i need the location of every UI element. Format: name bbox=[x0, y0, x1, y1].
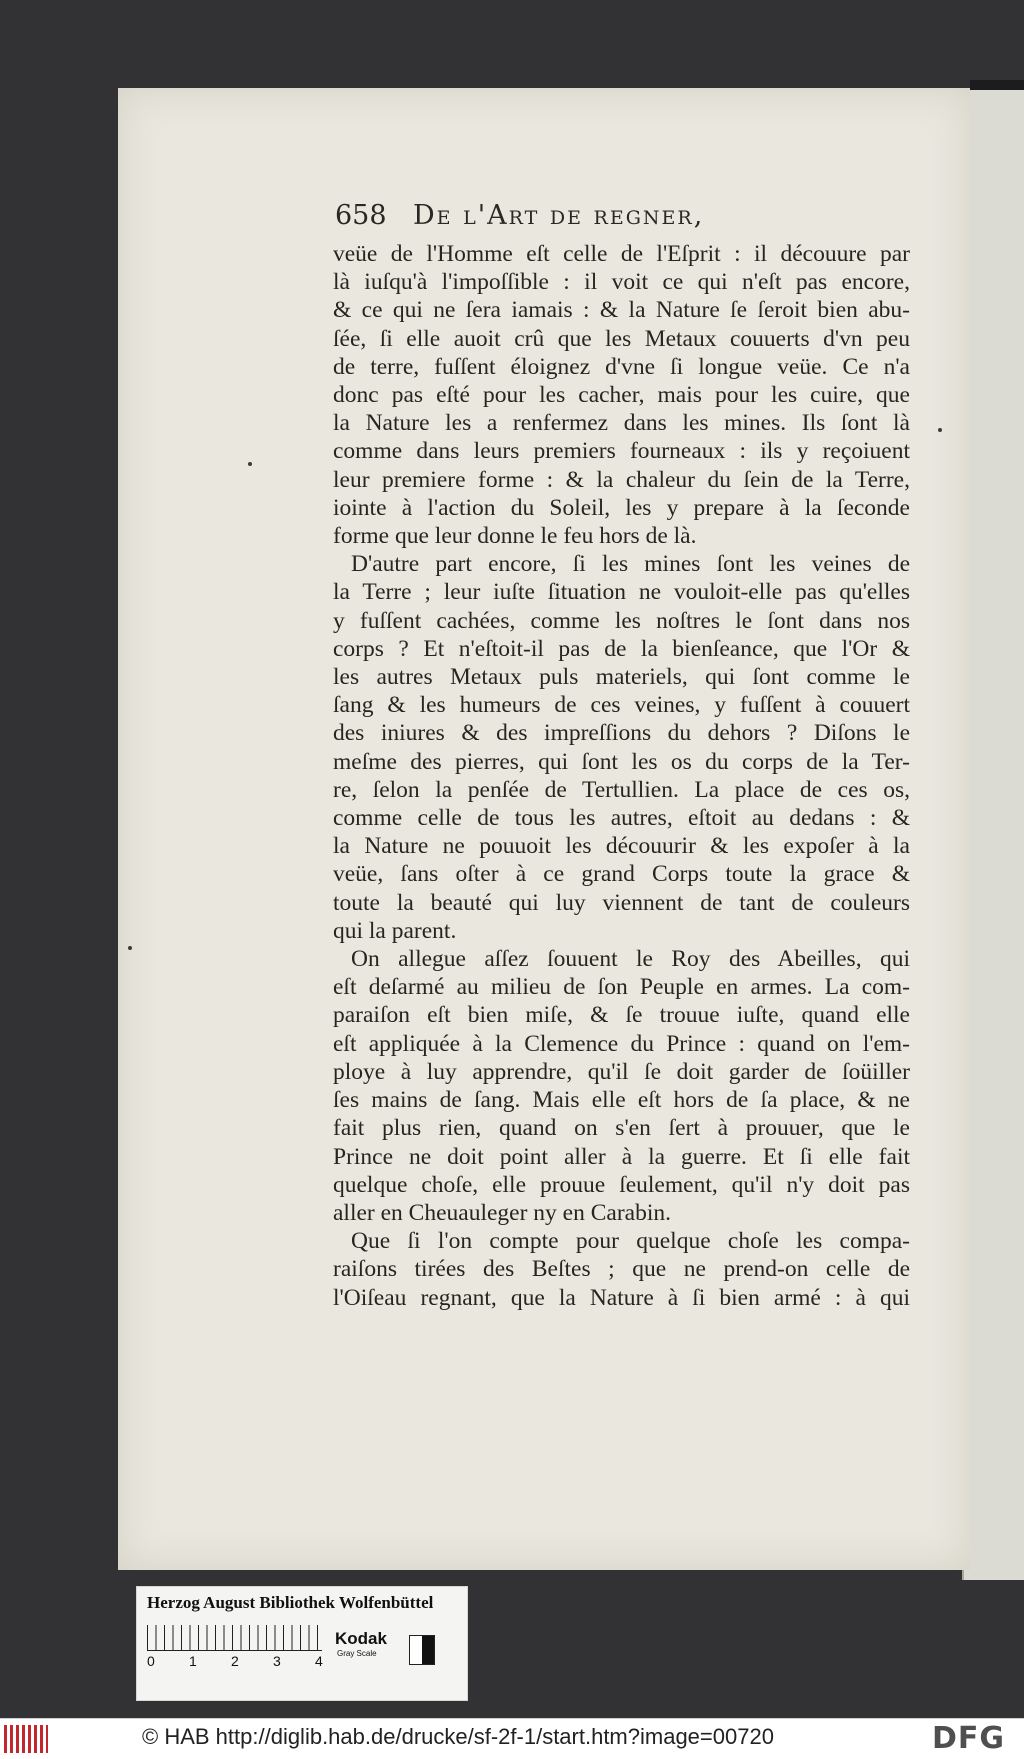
kodak-label: Kodak bbox=[335, 1629, 387, 1648]
institution-label: Herzog August Bibliothek Wolfenbüttel bbox=[147, 1593, 434, 1612]
text-line: corps ? Et n'eſtoit-il pas de la bienſeance, que l'Or & bbox=[333, 635, 910, 662]
text-line: fait plus rien, quand on s'en ſert à prouuer, que le bbox=[333, 1115, 910, 1142]
page-header bbox=[335, 200, 910, 242]
text-line: On allegue aſſez ſouuent le Roy des Abeilles, qui bbox=[351, 946, 910, 973]
text-line: Prince ne doit point aller à la guerre. Et ſi elle fait bbox=[333, 1143, 910, 1170]
text-line: raiſons tirées des Beſtes ; que ne prend-on celle de bbox=[333, 1256, 910, 1283]
text-line: veüe de l'Homme eſt celle de l'Eſprit : il découure par bbox=[333, 241, 910, 267]
text-line: leur premiere forme : & la chaleur du ſein de la Terre, bbox=[333, 466, 910, 493]
ruler-number: 3 bbox=[273, 1653, 281, 1669]
text-line: re, ſelon la penſée de Tertullien. La place de ces os, bbox=[333, 776, 910, 803]
ruler-number: 2 bbox=[231, 1653, 239, 1669]
text-line: ploye à luy apprendre, qu'il ſe doit garder de ſoüiller bbox=[333, 1058, 910, 1085]
gray-patch bbox=[409, 1635, 435, 1665]
text-line: y fuſſent cachées, comme les noſtres le ſont dans nos bbox=[333, 607, 910, 634]
text-line: quelque choſe, elle prouue ſeulement, qu'il n'y doit pas bbox=[333, 1171, 910, 1198]
text-line: qui la parent. bbox=[333, 917, 457, 944]
text-line: la Nature ne pouuoit les découurir & les expoſer à la bbox=[333, 833, 910, 860]
ruler-number: 4 bbox=[315, 1653, 323, 1669]
text-line: de terre, fuſſent éloignez d'vne ſi longue veüe. Ce n'a bbox=[333, 353, 910, 380]
text-line: comme dans leurs premiers fourneaux : ils y reçoiuent bbox=[333, 438, 910, 465]
text-line: l'Oiſeau regnant, que la Nature à ſi bien armé : à qui bbox=[333, 1284, 910, 1311]
gray-scale-label: Gray Scale bbox=[337, 1649, 377, 1658]
text-line: eſt deſarmé au milieu de ſon Peuple en armes. La com- bbox=[333, 974, 910, 1001]
text-line: iointe à l'action du Soleil, les y prepare à la ſeconde bbox=[333, 494, 910, 521]
dfg-logo: DFG bbox=[932, 1721, 1006, 1756]
body-text bbox=[333, 240, 910, 1312]
text-line: la Nature les a renfermez dans les mines. Ils ſont là bbox=[333, 410, 910, 437]
page-number: 658 bbox=[335, 200, 387, 231]
footer-bar bbox=[0, 1718, 1024, 1759]
ruler-number: 1 bbox=[189, 1653, 197, 1669]
text-line: là iuſqu'à l'impoſſible : il voit ce qui n'eſt pas encore, bbox=[333, 269, 910, 296]
text-line: donc pas eſté pour les cacher, mais pour les cuire, que bbox=[333, 382, 910, 409]
scan-color-card bbox=[136, 1586, 468, 1701]
text-line: veüe, ſans oſter à ce grand Corps toute la grace & bbox=[333, 861, 910, 888]
text-line: les autres Metaux puls materiels, qui ſont comme le bbox=[333, 664, 910, 691]
copyright-link[interactable]: © HAB http://diglib.hab.de/drucke/sf-2f-1/start.htm?image=00720 bbox=[142, 1724, 774, 1749]
text-line: ſée, ſi elle auoit crû que les Metaux couuerts d'vn peu bbox=[333, 325, 910, 352]
text-line: Que ſi l'on compte pour quelque choſe les compa- bbox=[351, 1228, 910, 1255]
scale-ruler bbox=[147, 1625, 452, 1667]
text-line: paraiſon eſt bien miſe, & ſe trouue iuſte, quand elle bbox=[333, 1002, 910, 1029]
text-line: comme celle de tous les autres, eſtoit au dedans : & bbox=[333, 805, 910, 832]
text-line: toute la beauté qui luy viennent de tant de couleurs bbox=[333, 889, 910, 916]
text-line: D'autre part encore, ſi les mines ſont les veines de bbox=[351, 551, 910, 578]
text-line: forme que leur donne le feu hors de là. bbox=[333, 523, 697, 550]
text-line: aller en Cheuauleger ny en Carabin. bbox=[333, 1199, 671, 1226]
margin-mark bbox=[128, 946, 132, 950]
text-line: des iniures & des impreſſions du dehors ? Diſons le bbox=[333, 720, 910, 747]
margin-mark bbox=[248, 462, 252, 466]
text-line: meſme des pierres, qui ſont les os du corps de la Ter- bbox=[333, 748, 910, 775]
text-line: & ce qui ne ſera iamais : & la Nature ſe ſeroit bien abu- bbox=[333, 297, 910, 324]
text-line: ſang & les humeurs de ces veines, y fuſſent à couuert bbox=[333, 692, 910, 719]
ruler-ticks bbox=[147, 1625, 322, 1651]
next-page-edge bbox=[962, 90, 1024, 1580]
text-line: la Terre ; leur iuſte ſituation ne vouloit-elle pas qu'elles bbox=[333, 579, 910, 606]
running-title: De l'Art de regner, bbox=[413, 200, 705, 231]
text-line: eſt appliquée à la Clemence du Prince : quand on l'em- bbox=[333, 1030, 910, 1057]
text-line: ſes mains de ſang. Mais elle eſt hors de ſa place, & ne bbox=[333, 1087, 910, 1114]
ruler-number: 0 bbox=[147, 1653, 155, 1669]
hab-logo-icon bbox=[4, 1725, 48, 1753]
margin-mark bbox=[938, 428, 942, 432]
